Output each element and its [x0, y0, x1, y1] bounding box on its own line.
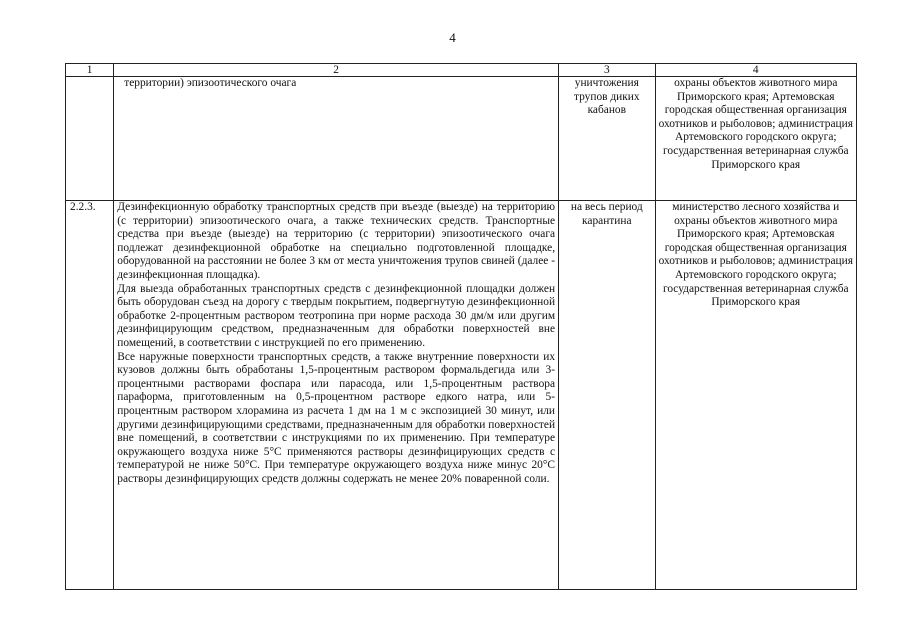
- table-row: [66, 77, 857, 201]
- page-number: 4: [449, 30, 456, 45]
- action-paragraph: Дезинфекционную обработку транспортных средств при въезде (выезде) на территорию (с территории) эпизоотического очага, а также технических средств. Транспортные средства при въезде (выезде) на территорию (с территории) эпизоотического очага подлежат дезинфекционной обработке на специально подготовленной площадке, оборудованной на расстоянии не более 3 км от места уничтожения трупов свиней (далее - дезинфекционная площадка).: [117, 201, 556, 281]
- item-number-cell: 2.2.3.: [66, 201, 114, 590]
- action-paragraph: территории) эпизоотического очага: [124, 77, 297, 89]
- column-header: 4: [655, 64, 856, 77]
- item-number-cell: [66, 77, 114, 201]
- action-cell: [114, 77, 559, 201]
- column-header: 1: [66, 64, 114, 77]
- table-row: [66, 201, 857, 590]
- measures-table: [65, 63, 857, 590]
- action-paragraph: Все наружные поверхности транспортных средств, а также внутренние поверхности их кузовов должны быть обработаны 1,5-процентным раствором формальдегида или 3-процентными растворами фоспара или парасода, или 1,5-процентным раствора параформа, приготовленным на 0,5-процентном растворе едкого натра, или 5-процентным раствором хлорамина из расчета 1 дм на 1 м с экспозицией 30 минут, или другими дезинфицирующими средствами, предназначенным для обработки поверхностей вне помещений, в соответствии с инструкциями по их применению. При температуре окружающего воздуха ниже 5°C применяются растворы дезинфицирующих средств с температурой не ниже 50°C. При температуре окружающего воздуха ниже минус 20°C растворы дезинфицирующих средств должны содержать не менее 20% поваренной соли.: [117, 350, 556, 485]
- column-header: 2: [114, 64, 559, 77]
- action-cell: [114, 201, 559, 590]
- column-header: 3: [559, 64, 656, 77]
- term-cell: на весь период карантина: [559, 201, 656, 590]
- term-cell: уничтожения трупов диких кабанов: [559, 77, 656, 201]
- action-paragraph: Для выезда обработанных транспортных средств с дезинфекционной площадки должен быть оборудован съезд на дорогу с твердым покрытием, подвергнутую дезинфекционной обработке 2-процентным раствором теотропина при норме расхода 30 дм/м или другим дезинфицирующим средством, предназначенным для обработки поверхностей вне помещений, в соответствии с инструкцией по его применению.: [117, 282, 556, 349]
- responsible-cell: охраны объектов животного мира Приморского края; Артемовская городская общественная организация охотников и рыболовов; администрация Артемовского городского округа; государственная ветеринарная служба Приморского края: [655, 77, 856, 201]
- responsible-cell: министерство лесного хозяйства и охраны объектов животного мира Приморского края; Артемовская городская общественная организация охотников и рыболовов; администрация Артемовского городского округа; государственная ветеринарная служба Приморского края: [655, 201, 856, 590]
- table-header-row: [66, 64, 857, 77]
